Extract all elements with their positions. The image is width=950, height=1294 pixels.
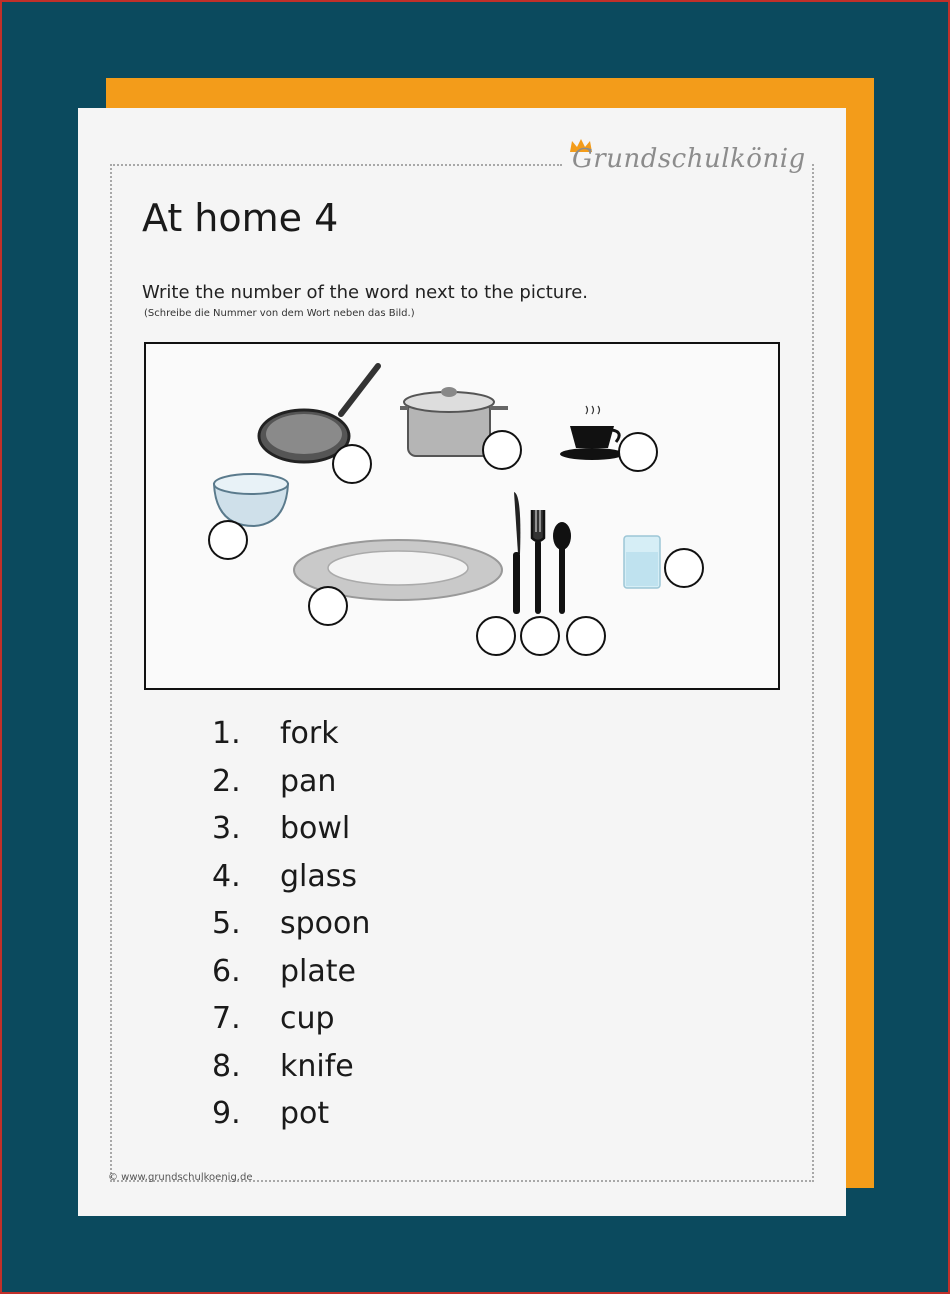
word-number: 2. (212, 763, 241, 799)
word-number: 1. (212, 716, 241, 752)
answer-circle-fork[interactable] (521, 617, 559, 655)
word-label: pot (280, 1096, 330, 1132)
word-label: bowl (280, 811, 351, 847)
instruction-translation: (Schreibe die Nummer von dem Wort neben das Bild.) (144, 308, 415, 319)
word-label: plate (280, 953, 356, 989)
word-list (212, 710, 370, 1138)
picture-box (144, 342, 780, 690)
instruction-text: Write the number of the word next to the picture. (142, 282, 589, 303)
answer-circle-pan[interactable] (333, 445, 371, 483)
bowl-picture (214, 474, 288, 526)
list-item (212, 948, 370, 996)
spoon-picture (553, 522, 571, 614)
answer-circle-bowl[interactable] (209, 521, 247, 559)
list-item (212, 805, 370, 853)
word-number: 4. (212, 858, 241, 894)
word-label: fork (280, 716, 339, 752)
list-item (212, 1090, 370, 1138)
cup-picture (560, 406, 624, 460)
word-label: knife (280, 1048, 354, 1084)
brand-logo: Grundschulkönig (572, 144, 806, 174)
list-item (212, 853, 370, 901)
answer-circle-glass[interactable] (665, 549, 703, 587)
word-label: cup (280, 1001, 335, 1037)
word-number: 6. (212, 953, 241, 989)
footer-copyright: © www.grundschulkoenig.de (108, 1172, 253, 1183)
answer-circle-cup[interactable] (619, 433, 657, 471)
list-item (212, 1043, 370, 1091)
answer-circle-pot[interactable] (483, 431, 521, 469)
fork-picture (532, 510, 544, 614)
word-number: 8. (212, 1048, 241, 1084)
list-item (212, 710, 370, 758)
list-item (212, 900, 370, 948)
answer-circle-spoon[interactable] (567, 617, 605, 655)
word-label: glass (280, 858, 358, 894)
worksheet-page (78, 108, 846, 1216)
word-number: 3. (212, 811, 241, 847)
word-number: 7. (212, 1001, 241, 1037)
page-title: At home 4 (142, 196, 339, 240)
list-item (212, 995, 370, 1043)
list-item (212, 758, 370, 806)
word-number: 5. (212, 906, 241, 942)
word-label: spoon (280, 906, 371, 942)
glass-picture (624, 536, 660, 588)
answer-circle-plate[interactable] (309, 587, 347, 625)
knife-picture (513, 492, 520, 614)
answer-circle-knife[interactable] (477, 617, 515, 655)
word-number: 9. (212, 1096, 241, 1132)
word-label: pan (280, 763, 337, 799)
